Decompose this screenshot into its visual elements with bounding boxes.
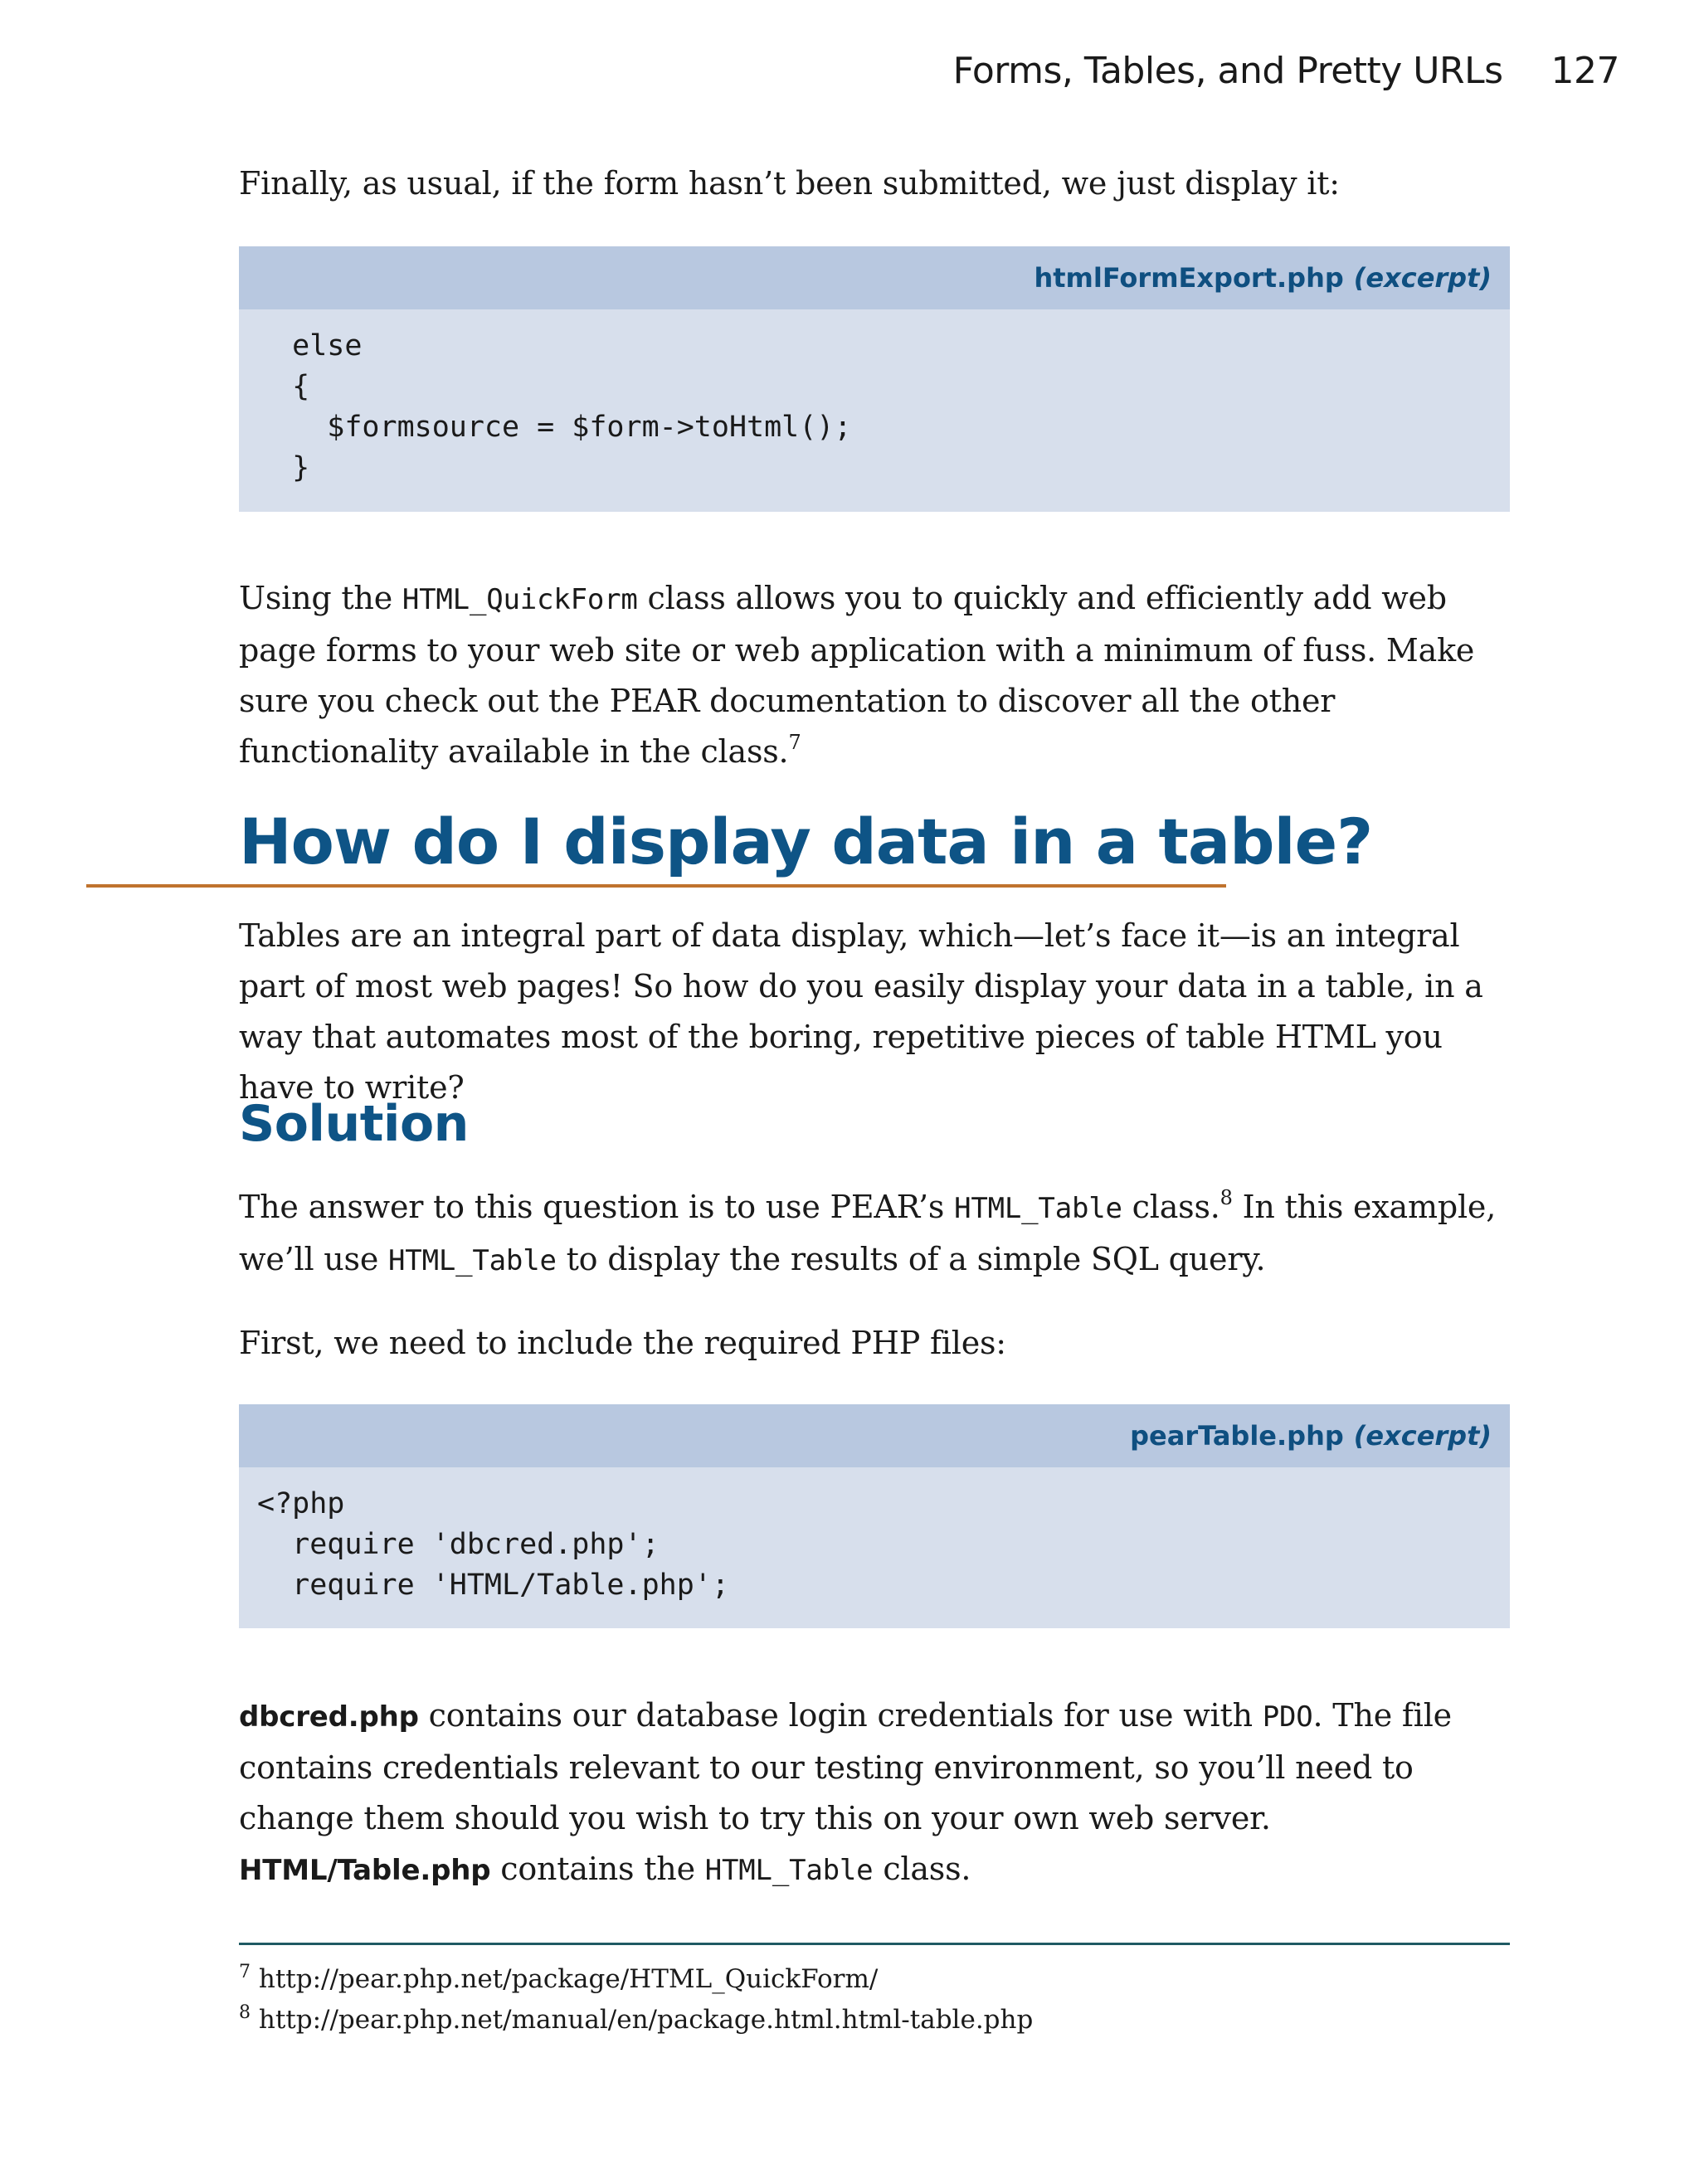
inline-code: HTML_Table [954, 1192, 1122, 1225]
inline-code: HTML_Table [388, 1244, 557, 1277]
paragraph-finally: Finally, as usual, if the form hasn’t been submitted, we just display it: [239, 165, 1340, 202]
code-body: else { $formsource = $form->toHtml(); } [292, 329, 852, 484]
paragraph-dbcred: dbcred.php contains our database login credentials for use with PDO. The file contains credentials relevant to our testing environment, so you’ll need to change them should you wish to try this on your own web server. HTML/Table.php contains the HTML_Table class. [239, 1697, 1452, 1887]
footnote-ref-7: 7 [788, 731, 801, 754]
code-excerpt-label: (excerpt) [1353, 1420, 1492, 1452]
paragraph-tables: Tables are an integral part of data display, which—let’s face it—is an integral part of most web pages! So how do you easily display your data in a table, in a way that automates most of the boring, repetitive pieces of table HTML you have to write? [239, 917, 1483, 1106]
footnote-7: $^7$ http://pear.php.net/package/HTML_QuickForm/ [239, 1962, 879, 1994]
inline-code: PDO [1262, 1700, 1313, 1734]
running-head [953, 50, 1619, 92]
code-block-header [239, 1404, 1510, 1467]
paragraph-first: First, we need to include the required PHP files: [239, 1325, 1006, 1361]
filename-html-table: HTML/Table.php [239, 1854, 491, 1887]
footnote-rule [239, 1943, 1510, 1945]
paragraph-answer: The answer to this question is to use PEAR’s HTML_Table class.$^8$ In this example, we’ll use HTML_Table to display the results of a simple SQL query. [239, 1186, 1497, 1277]
filename-dbcred: dbcred.php [239, 1700, 419, 1734]
chapter-title: Forms, Tables, and Pretty URLs [952, 50, 1503, 92]
inline-code: HTML_Table [704, 1854, 874, 1887]
code-body: <?php require 'dbcred.php'; require 'HTML/Table.php'; [257, 1487, 729, 1602]
footnote-ref-8: 8 [1219, 1186, 1233, 1209]
section-heading: How do I display data in a table? [239, 805, 1373, 878]
heading-rule [86, 884, 1226, 888]
code-filename: htmlFormExport.php [1034, 262, 1344, 294]
code-block-header [239, 246, 1510, 309]
code-block-pear-table [239, 1404, 1510, 1628]
page-number: 127 [1551, 50, 1619, 92]
footnote-link: http://pear.php.net/manual/en/package.html.html-table.php [258, 2005, 1034, 2035]
subheading-solution: Solution [239, 1095, 469, 1153]
footnote-8: $^8$ http://pear.php.net/manual/en/package.html.html-table.php [239, 2002, 1034, 2035]
code-filename: pearTable.php [1130, 1420, 1344, 1452]
code-excerpt-label: (excerpt) [1353, 262, 1492, 294]
code-block-html-form-export [239, 246, 1510, 512]
paragraph-using-quickform: Using the HTML_QuickForm class allows you to quickly and efficiently add web page forms to your web site or web application with a minimum of fuss. Make sure you check out the PEAR documentation to discover all the other functionality available in the class.$^7$ [239, 580, 1475, 770]
footnote-link: http://pear.php.net/package/HTML_QuickForm/ [258, 1964, 879, 1994]
inline-code: HTML_QuickForm [402, 583, 638, 616]
